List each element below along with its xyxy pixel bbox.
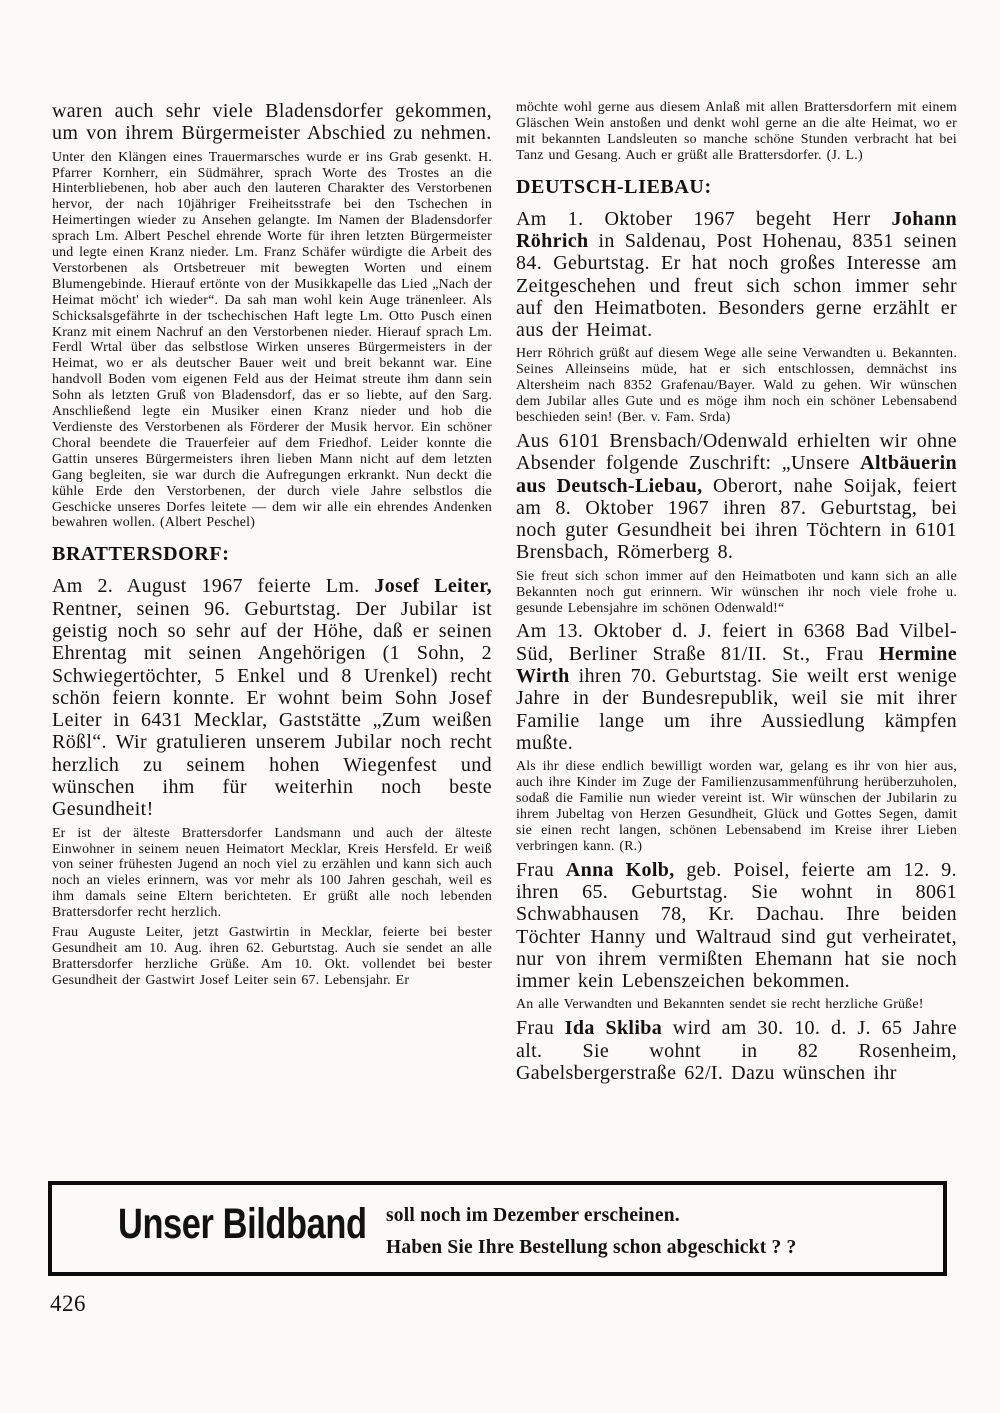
paragraph-text: Sie freut sich schon immer auf den Heimatboten und kann sich an alle Bekannten noch gut erinnern. Wir wünschen ihr noch viele frohe u. gesunde Lebensjahre im schönen Odenwald!“ bbox=[516, 568, 957, 616]
paragraph-funeral-report bbox=[52, 150, 492, 532]
paragraph-text: Unter den Klängen eines Trauermarsches wurde er ins Grab gesenkt. H. Pfarrer Kornherr, ein Südmährer, sprach Worte des Trostes an die Hinterbliebenen, hob aber auch den lauteren Charakter des Verstorbenen hervor, der nach 10jähriger Freiheitsstrafe bei den Tschechen in Heimertingen wieder zu Ansehen gelangte. Im Namen der Bladensdorfer sprach Lm. Albert Peschel ehrende Worte für ihren letzten Bürgermeister und legte einen Kranz nieder. Lm. Franz Schäfer würdigte die Arbeit des Verstorbenen als Ortsbetreuer mit bewegten Worten und einem Blumengebinde. Hierauf ertönte von der Musikkapelle das Lied „Nach der Heimat möcht' ich wieder“. Da sah man wohl kein Auge tränenleer. Als Schicksalsgefährte in der tschechischen Haft legte Lm. Otto Pusch einen Kranz mit einem Nachruf an den Verstorbenen nieder. Hierauf sprach Lm. Ferdl Wrtal über das selbstlose Wirken unseres Bürgermeisters in der Heimat, wo er als deutscher Bauer weit und breit bekannt war. Eine handvoll Boden vom eigenen Feld aus der Heimat streute ihm dann sein Sohn als letzten Gruß von Bladensdorf, das er so liebte, auf den Sarg. Anschließend legte ein Musiker einen Kranz nieder und hob die Verdienste des Verstorbenen als Förderer der Musik hervor. Ein schöner Choral beendete die Trauerfeier auf dem Friedhof. Leider konnte die Gattin unseres Bürgermeisters ihren lieben Mann nicht auf dem letzten Gang begleiten, sie war durch die Aufregungen erkrankt. Nun deckt die kühle Erde den Verstorbenen, der durch viele Jahre selbstlos die Geschicke unseres Dorfes leitete — dem wir alle ein ehrendes Andenken bewahren wollen. (Albert Peschel) bbox=[52, 149, 492, 531]
paragraph-wirth-note bbox=[516, 759, 957, 854]
banner-line-2: Haben Sie Ihre Bestellung schon abgeschickt ? ? bbox=[386, 1236, 797, 1258]
paragraph-text: ihren 70. Geburtstag. Sie weilt erst wenige Jahre in der Bundesrepublik, weil sie mit ihrer Familie lange um ihre Aussiedlung kämpfen mußte. bbox=[516, 665, 957, 754]
paragraph-text: Rentner, seinen 96. Geburtstag. Der Jubilar ist geistig noch so sehr auf der Höhe, daß er seinen Ehrentag mit seinen Angehörigen (1 Sohn, 2 Schwiegertöchter, 5 Enkel und 8 Urenkel) recht schön feiern konnte. Er wohnt beim Sohn Josef Leiter in 6431 Mecklar, Gaststätte „Zum weißen Rößl“. Wir gratulieren unserem Jubilar noch recht herzlich zu seinem hohen Wiegenfest und wünschen ihm für weiterhin noch beste Gesundheit! bbox=[52, 597, 492, 821]
paragraph-auguste-leiter bbox=[52, 925, 492, 989]
person-name-ida-skliba: Ida Skliba bbox=[564, 1017, 663, 1040]
paragraph-text: Oberort, nahe Soijak, feiert am 8. Oktober 1967 ihren 87. Geburtstag, bei noch guter Gesundheit bei ihren Töchtern in 6101 Brensbach, Römerberg 8. bbox=[516, 474, 957, 564]
person-name-josef-leiter: Josef Leiter, bbox=[374, 575, 492, 598]
page-number: 426 bbox=[50, 1291, 86, 1316]
paragraph-text: möchte wohl gerne aus diesem Anlaß mit allen Brattersdorfern mit einem Gläschen Wein anstoßen und denkt wohl gerne an die alte Heimat, wo er mit bekannten Landsleuten so manche schöne Stunden verbracht hat bei Tanz und Gesang. Auch er grüßt alle Brattersdorfer. (J. L.) bbox=[516, 100, 957, 163]
paragraph-text: Frau bbox=[516, 858, 566, 881]
person-name-anna-kolb: Anna Kolb, bbox=[565, 858, 675, 881]
left-column bbox=[52, 100, 492, 1168]
paragraph-bladensdorf-lead bbox=[52, 100, 492, 145]
paragraph-brattersdorf-continuation bbox=[516, 100, 957, 164]
paragraph-text: Aus 6101 Brensbach/Odenwald erhielten wir ohne Absender folgende Zuschrift: „Unsere bbox=[516, 429, 957, 475]
paragraph-text: Frau Auguste Leiter, jetzt Gastwirtin in Mecklar, feierte bei bester Gesundheit am 10. Aug. ihren 62. Geburtstag. Auch sie sendet an alle Brattersdorfer herzliche Grüße. Am 10. Okt. vollendet bei bester Gesundheit der Gastwirt Josef Leiter sein 67. Lebensjahr. Er bbox=[52, 925, 492, 988]
paragraph-text: geb. Poisel, feierte am 12. 9. ihren 65. Geburtstag. Sie wohnt in 8061 Schwabhausen 78, Kr. Dachau. Ihre beiden Töchter Hanny und Waltraud sind gut verheiratet, nur von ihrem vermißten Ehemann hat sie noch immer kein Lebenszeichen bekommen. bbox=[516, 858, 957, 993]
paragraph-josef-leiter bbox=[52, 575, 492, 820]
person-name-johann-roehrich: Johann Röhrich bbox=[516, 207, 957, 252]
paragraph-text: Am 1. Oktober 1967 begeht Herr bbox=[516, 207, 892, 230]
paragraph-anna-kolb bbox=[516, 859, 957, 993]
paragraph-kolb-note bbox=[516, 997, 957, 1013]
paragraph-johann-roehrich bbox=[516, 208, 957, 342]
paragraph-text: Frau bbox=[516, 1017, 565, 1040]
heading-deutsch-liebau: DEUTSCH-LIEBAU: bbox=[516, 175, 712, 198]
banner-text bbox=[386, 1206, 796, 1257]
right-column bbox=[516, 100, 957, 1168]
paragraph-text: Am 2. August 1967 feierte Lm. bbox=[52, 575, 375, 598]
paragraph-text: Er ist der älteste Brattersdorfer Landsmann und auch der älteste Einwohner in seinem neuen Heimatort Mecklar, Kreis Hersfeld. Er weiß von seiner frühesten Jugend an noch viel zu erzählen und kann sich auch noch an vieles erinnern, was vor mehr als 100 Jahren geschah, weil es ihm damals seine Eltern berichteten. Er grüßt alle noch lebenden Brattersdorfer recht herzlich. bbox=[52, 825, 492, 921]
paragraph-text: waren auch sehr viele Bladensdorfer gekommen, um von ihrem Bürgermeister Abschied zu nehmen. bbox=[52, 100, 492, 145]
person-name-altbaeuerin: Altbäuerin aus Deutsch-Liebau, bbox=[516, 452, 957, 497]
person-name-hermine-wirth: Hermine Wirth bbox=[516, 642, 957, 688]
paragraph-altbaeuerin-note bbox=[516, 569, 957, 617]
paragraph-text: An alle Verwandten und Bekannten sendet sie recht herzliche Grüße! bbox=[516, 997, 924, 1013]
paragraph-hermine-wirth bbox=[516, 620, 957, 754]
heading-brattersdorf: BRATTERSDORF: bbox=[52, 543, 230, 566]
paragraph-ida-skliba bbox=[516, 1017, 957, 1084]
paragraph-text: in Saldenau, Post Hohenau, 8351 seinen 84. Geburtstag. Er hat noch großes Interesse am Zeitgeschehen und freut sich schon immer sehr auf den Heimatboten. Besonders gerne erzählt er aus der Heimat. bbox=[516, 229, 957, 342]
bildband-banner bbox=[48, 1181, 947, 1276]
paragraph-text: wird am 30. 10. d. J. 65 Jahre alt. Sie wohnt in 82 Rosenheim, Gabelsbergerstraße 62/I. Dazu wünschen ihr bbox=[516, 1017, 957, 1084]
banner-line-1: soll noch im Dezember erscheinen. bbox=[386, 1205, 680, 1226]
paragraph-altbaeuerin bbox=[516, 430, 957, 564]
paragraph-text: Herr Röhrich grüßt auf diesem Wege alle seine Verwandten u. Bekannten. Seines Alleinseins müde, hat er sich entschlossen, demnächst ins Altersheim nach 8352 Grafenau/Bayer. Wald zu gehen. Wir wünschen dem Jubilar alles Gute und es möge ihm noch ein schöner Lebensabend beschieden sein! (Ber. v. Fam. Srda) bbox=[516, 346, 957, 426]
paragraph-text: Als ihr diese endlich bewilligt worden war, gelang es ihr von hier aus, auch ihre Kinder im Zuge der Familienzusammenführung herüberzuholen, sodaß die Familie nun wieder vereint ist. Wir wünschen der Jubilarin zu ihrem Jubeltag von Herzen Gesundheit, Glück und Gottes Segen, damit sie einen recht langen, schönen Lebensabend im Kreise ihrer Lieben verbringen kann. (R.) bbox=[516, 759, 957, 854]
paragraph-roehrich-note bbox=[516, 346, 957, 426]
paragraph-oldest-landsman bbox=[52, 826, 492, 921]
banner-title: Unser Bildband bbox=[118, 1200, 367, 1248]
paragraph-text: Am 13. Oktober d. J. feiert in 6368 Bad Vilbel-Süd, Berliner Straße 81/II. St., Frau bbox=[516, 620, 957, 665]
